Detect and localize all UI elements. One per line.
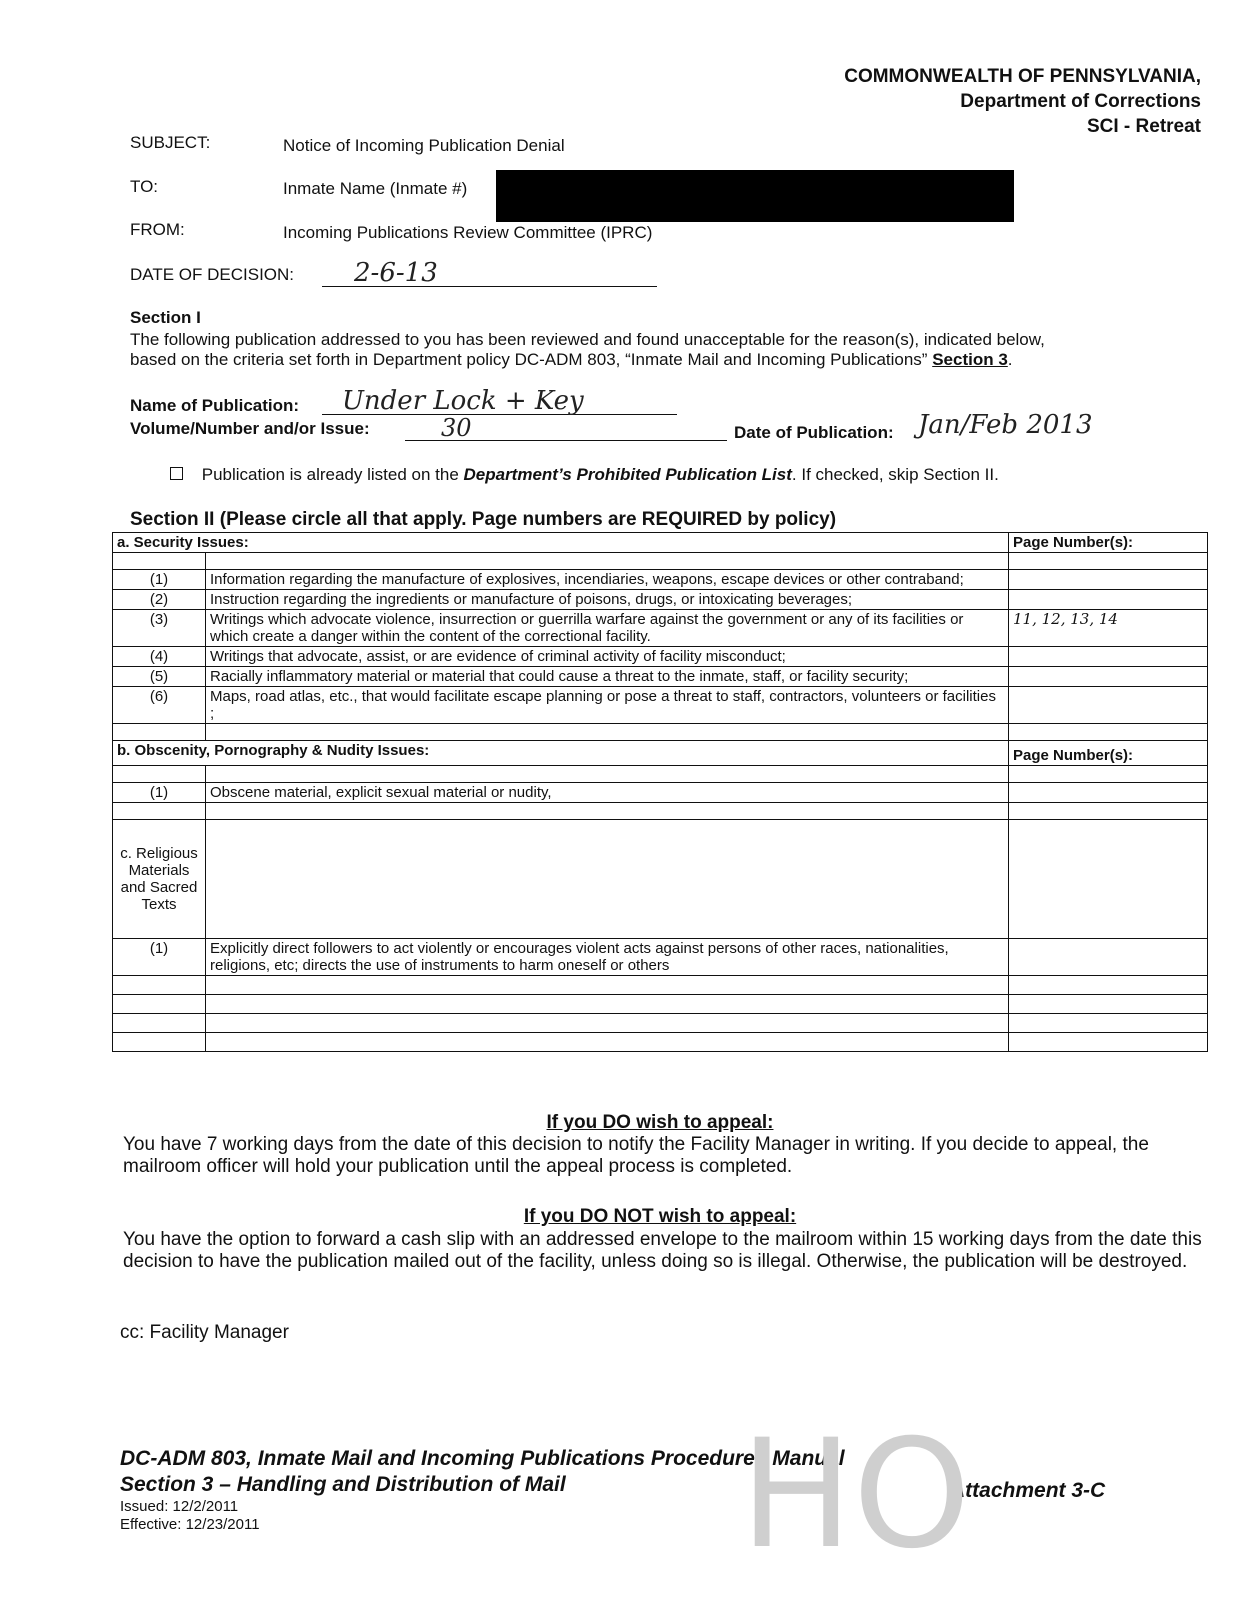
volume-line bbox=[405, 414, 727, 441]
obscenity-header-row bbox=[113, 741, 1208, 766]
security-item-text[interactable]: Writings which advocate violence, insurrection or guerrilla warfare against the government or any of its facilities or which create a danger within the content of the correctional facility. bbox=[206, 610, 1009, 647]
table-row bbox=[113, 939, 1208, 976]
publication-name-value: Under Lock + Key bbox=[342, 386, 584, 416]
volume-label: Volume/Number and/or Issue: bbox=[130, 419, 370, 438]
religious-item-text[interactable]: Explicitly direct followers to act violently or encourages violent acts against persons of other races, nationalities, religions, etc; directs the use of instruments to harm oneself or others bbox=[206, 939, 1009, 976]
security-header-row bbox=[113, 533, 1208, 553]
item-number: (3) bbox=[113, 610, 206, 647]
footer-issued: Issued: 12/2/2011 bbox=[120, 1498, 239, 1515]
obscenity-issues-header: b. Obscenity, Pornography & Nudity Issues: bbox=[113, 741, 1009, 766]
item-number: (1) bbox=[113, 570, 206, 590]
appeal-title: If you DO wish to appeal: bbox=[546, 1112, 774, 1133]
security-item-text[interactable]: Racially inflammatory material or material that could cause a threat to the inmate, staff, or facility security; bbox=[206, 667, 1009, 687]
no-appeal-text: You have the option to forward a cash slip with an addressed envelope to the mailroom within 15 working days from the date this decision to have the publication mailed out of the facility, unless doing so is illegal. Otherwise, the publication will be destroyed. bbox=[123, 1229, 1202, 1272]
footer-manual-title: DC-ADM 803, Inmate Mail and Incoming Publications Procedures Manual bbox=[120, 1447, 845, 1470]
section-1-text-line-2 bbox=[130, 350, 1210, 370]
table-row bbox=[113, 803, 1208, 820]
header-line-2: Department of Corrections bbox=[960, 91, 1201, 112]
publication-name-label: Name of Publication: bbox=[130, 396, 300, 415]
security-item-text[interactable]: Instruction regarding the ingredients or manufacture of poisons, drugs, or intoxicating beverages; bbox=[206, 590, 1009, 610]
table-row bbox=[113, 995, 1208, 1014]
publication-name-line bbox=[322, 386, 677, 415]
criteria-table bbox=[112, 532, 1208, 1052]
footer-effective: Effective: 12/23/2011 bbox=[120, 1516, 260, 1533]
page-numbers-cell[interactable] bbox=[1009, 570, 1208, 590]
table-row bbox=[113, 766, 1208, 783]
section-1-policy-text: based on the criteria set forth in Department policy DC-ADM 803, “Inmate Mail and Incoming Publications” bbox=[130, 350, 933, 369]
section-1-title: Section I bbox=[130, 308, 201, 327]
prohibited-list-instruction: . If checked, skip Section II. bbox=[791, 465, 999, 484]
page-numbers-header: Page Number(s): bbox=[1009, 533, 1208, 553]
volume-value: 30 bbox=[441, 414, 472, 442]
table-row bbox=[113, 610, 1208, 647]
to-value: Inmate Name (Inmate #) bbox=[283, 179, 468, 198]
from-value: Incoming Publications Review Committee (IPRC) bbox=[283, 223, 653, 242]
date-of-decision-value: 2-6-13 bbox=[354, 258, 438, 288]
footer-attachment: Attachment 3-C bbox=[950, 1479, 1106, 1502]
security-issues-header: a. Security Issues: bbox=[113, 533, 1009, 553]
table-row bbox=[113, 1014, 1208, 1033]
item-number: (2) bbox=[113, 590, 206, 610]
table-row bbox=[113, 783, 1208, 803]
subject-label: SUBJECT: bbox=[130, 133, 211, 152]
date-of-decision-label: DATE OF DECISION: bbox=[130, 265, 295, 284]
page-numbers-cell[interactable] bbox=[1009, 939, 1208, 976]
header-line-3: SCI - Retreat bbox=[1086, 116, 1201, 137]
item-number: (5) bbox=[113, 667, 206, 687]
prohibited-list-row bbox=[170, 465, 999, 485]
security-item-text[interactable]: Information regarding the manufacture of explosives, incendiaries, weapons, escape devices or other contraband; bbox=[206, 570, 1009, 590]
page-numbers-cell[interactable] bbox=[1009, 667, 1208, 687]
table-row bbox=[113, 667, 1208, 687]
appeal-text: You have 7 working days from the date of this decision to notify the Facility Manager in writing. If you decide to appeal, the mailroom officer will hold your publication until the appeal process is completed. bbox=[123, 1134, 1149, 1177]
cc-line: cc: Facility Manager bbox=[120, 1322, 289, 1343]
table-row bbox=[113, 553, 1208, 570]
no-appeal-title: If you DO NOT wish to appeal: bbox=[523, 1206, 797, 1227]
section-2-title: Section II (Please circle all that apply. Page numbers are REQUIRED by policy) bbox=[130, 509, 837, 530]
date-of-decision-line bbox=[322, 258, 657, 287]
table-row bbox=[113, 570, 1208, 590]
section-1-text bbox=[130, 330, 1210, 370]
table-row bbox=[113, 724, 1208, 741]
publication-date-value: Jan/Feb 2013 bbox=[918, 410, 1093, 440]
item-number: (4) bbox=[113, 647, 206, 667]
security-item-text[interactable]: Writings that advocate, assist, or are evidence of criminal activity of facility misconduct; bbox=[206, 647, 1009, 667]
agency-header bbox=[844, 64, 1201, 139]
obscenity-item-text[interactable]: Obscene material, explicit sexual material or nudity, bbox=[206, 783, 1009, 803]
from-label: FROM: bbox=[130, 220, 185, 239]
table-row bbox=[113, 976, 1208, 995]
table-row bbox=[113, 687, 1208, 724]
security-item-text[interactable]: Maps, road atlas, etc., that would facilitate escape planning or pose a threat to staff, contractors, volunteers or facilities ; bbox=[206, 687, 1009, 724]
page-numbers-cell[interactable] bbox=[1009, 647, 1208, 667]
table-row bbox=[113, 647, 1208, 667]
subject-value: Notice of Incoming Publication Denial bbox=[283, 136, 565, 155]
redaction-box bbox=[496, 170, 1014, 222]
religious-header-row bbox=[113, 820, 1208, 939]
section-1-text-line-1: The following publication addressed to you has been reviewed and found unacceptable for the reason(s), indicated below, bbox=[130, 330, 1045, 349]
publication-date-label: Date of Publication: bbox=[734, 423, 894, 442]
table-row bbox=[113, 1033, 1208, 1052]
page-numbers-cell[interactable]: 11, 12, 13, 14 bbox=[1009, 610, 1208, 647]
section-1-period: . bbox=[1007, 350, 1013, 369]
item-number: (1) bbox=[113, 783, 206, 803]
section-1-policy-section: Section 3 bbox=[932, 350, 1008, 369]
page-numbers-cell[interactable] bbox=[1009, 590, 1208, 610]
table-row bbox=[113, 590, 1208, 610]
handwritten-stamp: HO bbox=[740, 1408, 971, 1582]
to-label: TO: bbox=[130, 177, 159, 196]
footer-section-title: Section 3 – Handling and Distribution of Mail bbox=[120, 1473, 566, 1496]
item-number: (6) bbox=[113, 687, 206, 724]
prohibited-list-text: Publication is already listed on the bbox=[201, 465, 464, 484]
item-number: (1) bbox=[113, 939, 206, 976]
page-numbers-cell[interactable] bbox=[1009, 783, 1208, 803]
page-numbers-cell[interactable] bbox=[1009, 687, 1208, 724]
prohibited-list-name: Department’s Prohibited Publication List bbox=[463, 465, 792, 484]
religious-materials-header: c. Religious Materials and Sacred Texts bbox=[113, 820, 206, 939]
page-numbers-header: Page Number(s): bbox=[1009, 741, 1208, 766]
prohibited-list-checkbox[interactable] bbox=[170, 467, 183, 480]
header-line-1: COMMONWEALTH OF PENNSYLVANIA, bbox=[844, 66, 1201, 87]
